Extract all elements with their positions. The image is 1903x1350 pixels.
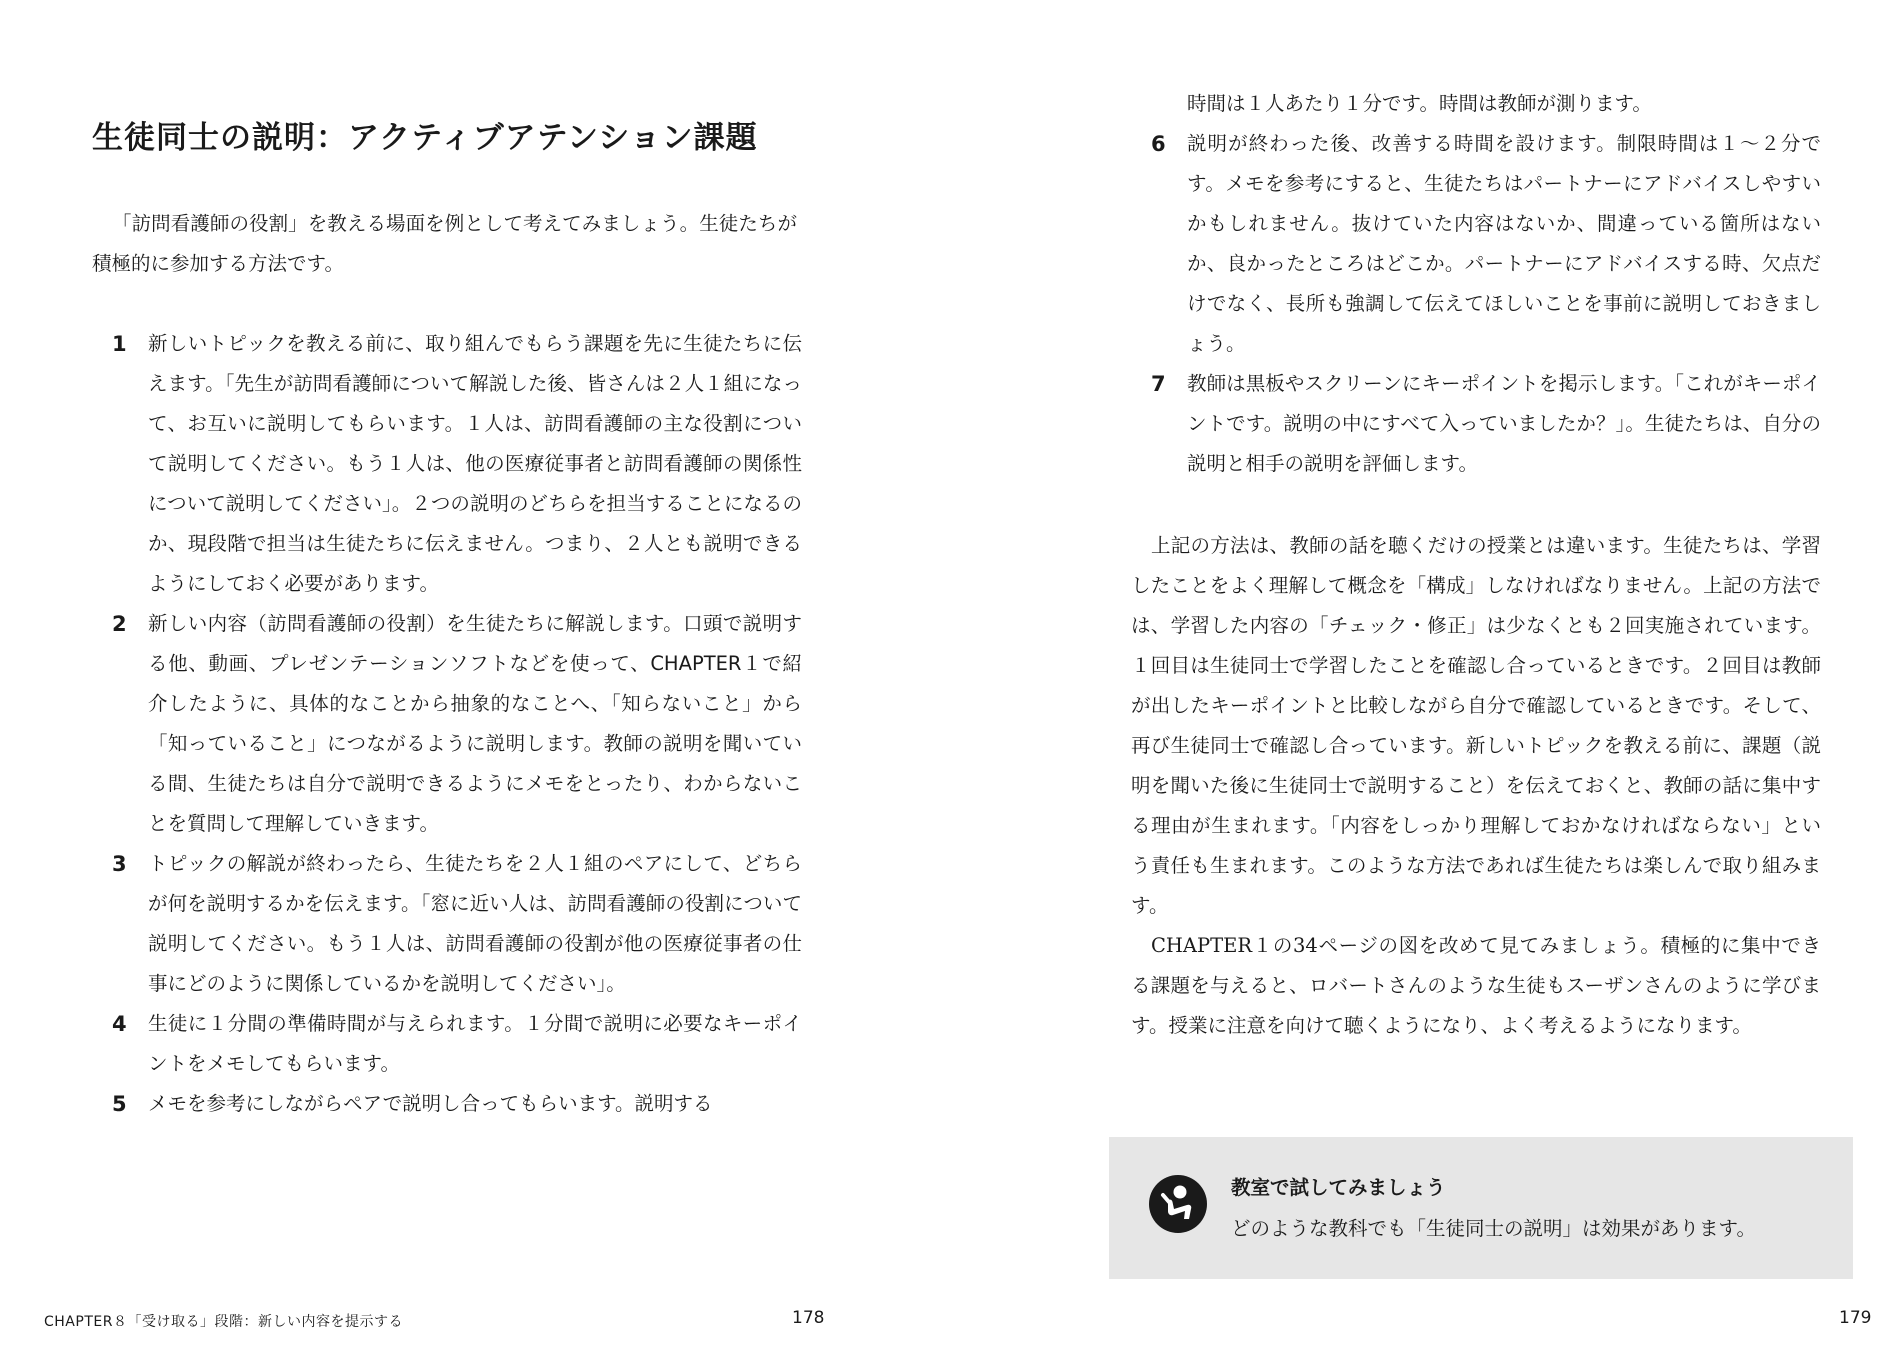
step-number: 1 bbox=[112, 332, 127, 356]
list-item bbox=[112, 604, 802, 844]
step-text: トピックの解説が終わったら、生徒たちを２人１組のペアにして、どちらが何を説明するかを伝えます。「窓に近い人は、訪問看護師の役割について説明してください。もう１人は、訪問看護師の役割が他の医療従事者の仕事にどのように関係しているかを説明してください」。 bbox=[148, 852, 802, 995]
step-text: 新しいトピックを教える前に、取り組んでもらう課題を先に生徒たちに伝えます。「先生が訪問看護師について解説した後、皆さんは２人１組になって、お互いに説明してもらいます。１人は、訪問看護師の主な役割について説明してください。もう１人は、他の医療従事者と訪問看護師の関係性について説明してください」。２つの説明のどちらを担当することになるのか、現段階で担当は生徒たちに伝えません。つまり、２人とも説明できるようにしておく必要があります。 bbox=[148, 332, 802, 595]
steps-list-right bbox=[1151, 124, 1821, 484]
step-number: 3 bbox=[112, 852, 127, 876]
step-number: 4 bbox=[112, 1012, 127, 1036]
list-item bbox=[112, 844, 802, 1004]
steps-list-left bbox=[112, 324, 802, 1124]
intro-paragraph: 「訪問看護師の役割」を教える場面を例として考えてみましょう。生徒たちが積極的に参加する方法です。 bbox=[92, 212, 797, 275]
list-item bbox=[112, 1084, 802, 1124]
body-paragraph: 上記の方法は、教師の話を聴くだけの授業とは違います。生徒たちは、学習したことをよく理解して概念を「構成」しなければなりません。上記の方法では、学習した内容の「チェック・修正」は少なくとも２回実施されています。１回目は生徒同士で学習したことを確認し合っているときです。２回目は教師が出したキーポイントと比較しながら自分で確認しているときです。そして、再び生徒同士で確認し合っています。新しいトピックを教える前に、課題（説明を聞いた後に生徒同士で説明すること）を伝えておくと、教師の話に集中する理由が生まれます。「内容をしっかり理解しておかなければならない」という責任も生まれます。このような方法であれば生徒たちは楽しんで取り組みます。 bbox=[1131, 534, 1821, 917]
step-number: 7 bbox=[1151, 372, 1166, 396]
step-text: メモを参考にしながらペアで説明し合ってもらいます。説明する bbox=[148, 1092, 713, 1115]
list-item bbox=[1151, 124, 1821, 364]
list-item bbox=[1151, 364, 1821, 484]
callout-text: どのような教科でも「生徒同士の説明」は効果があります。 bbox=[1231, 1217, 1756, 1240]
page-number-left: 178 bbox=[792, 1308, 825, 1328]
step-number: 2 bbox=[112, 612, 127, 636]
body-paragraph: CHAPTER１の34ページの図を改めて見てみましょう。積極的に集中できる課題を与えると、ロバートさんのような生徒もスーザンさんのように学びます。授業に注意を向けて聴くようになり、よく考えるようになります。 bbox=[1131, 934, 1821, 1037]
teacher-icon bbox=[1149, 1175, 1207, 1233]
step-text: 説明が終わった後、改善する時間を設けます。制限時間は１〜２分です。メモを参考にすると、生徒たちはパートナーにアドバイスしやすいかもしれません。抜けていた内容はないか、間違っている箇所はないか、良かったところはどこか。パートナーにアドバイスする時、欠点だけでなく、長所も強調して伝えてほしいことを事前に説明しておきましょう。 bbox=[1187, 132, 1821, 355]
step-number: 6 bbox=[1151, 132, 1166, 156]
chapter-footer: CHAPTER８「受け取る」段階：新しい内容を提示する bbox=[44, 1314, 403, 1330]
page-number-right: 179 bbox=[1839, 1308, 1872, 1328]
step-text: 新しい内容（訪問看護師の役割）を生徒たちに解説します。口頭で説明する他、動画、プレゼンテーションソフトなどを使って、CHAPTER１で紹介したように、具体的なことから抽象的なことへ、「知らないこと」から「知っていること」につながるように説明します。教師の説明を聞いている間、生徒たちは自分で説明できるようにメモをとったり、わからないことを質問して理解していきます。 bbox=[148, 612, 802, 835]
section-heading: 生徒同士の説明：アクティブアテンション課題 bbox=[92, 120, 758, 156]
step-text: 生徒に１分間の準備時間が与えられます。１分間で説明に必要なキーポイントをメモしてもらいます。 bbox=[148, 1012, 802, 1075]
try-in-classroom-callout bbox=[1109, 1137, 1853, 1279]
left-page bbox=[0, 0, 951, 1350]
callout-title: 教室で試してみましょう bbox=[1231, 1176, 1446, 1199]
step-text: 教師は黒板やスクリーンにキーポイントを掲示します。「これがキーポイントです。説明の中にすべて入っていましたか？」。生徒たちは、自分の説明と相手の説明を評価します。 bbox=[1187, 372, 1821, 475]
list-item bbox=[112, 324, 802, 604]
step-number: 5 bbox=[112, 1092, 127, 1116]
list-item bbox=[112, 1004, 802, 1084]
step-5-continued: 時間は１人あたり１分です。時間は教師が測ります。 bbox=[1187, 92, 1652, 115]
body-text bbox=[1131, 526, 1821, 1046]
